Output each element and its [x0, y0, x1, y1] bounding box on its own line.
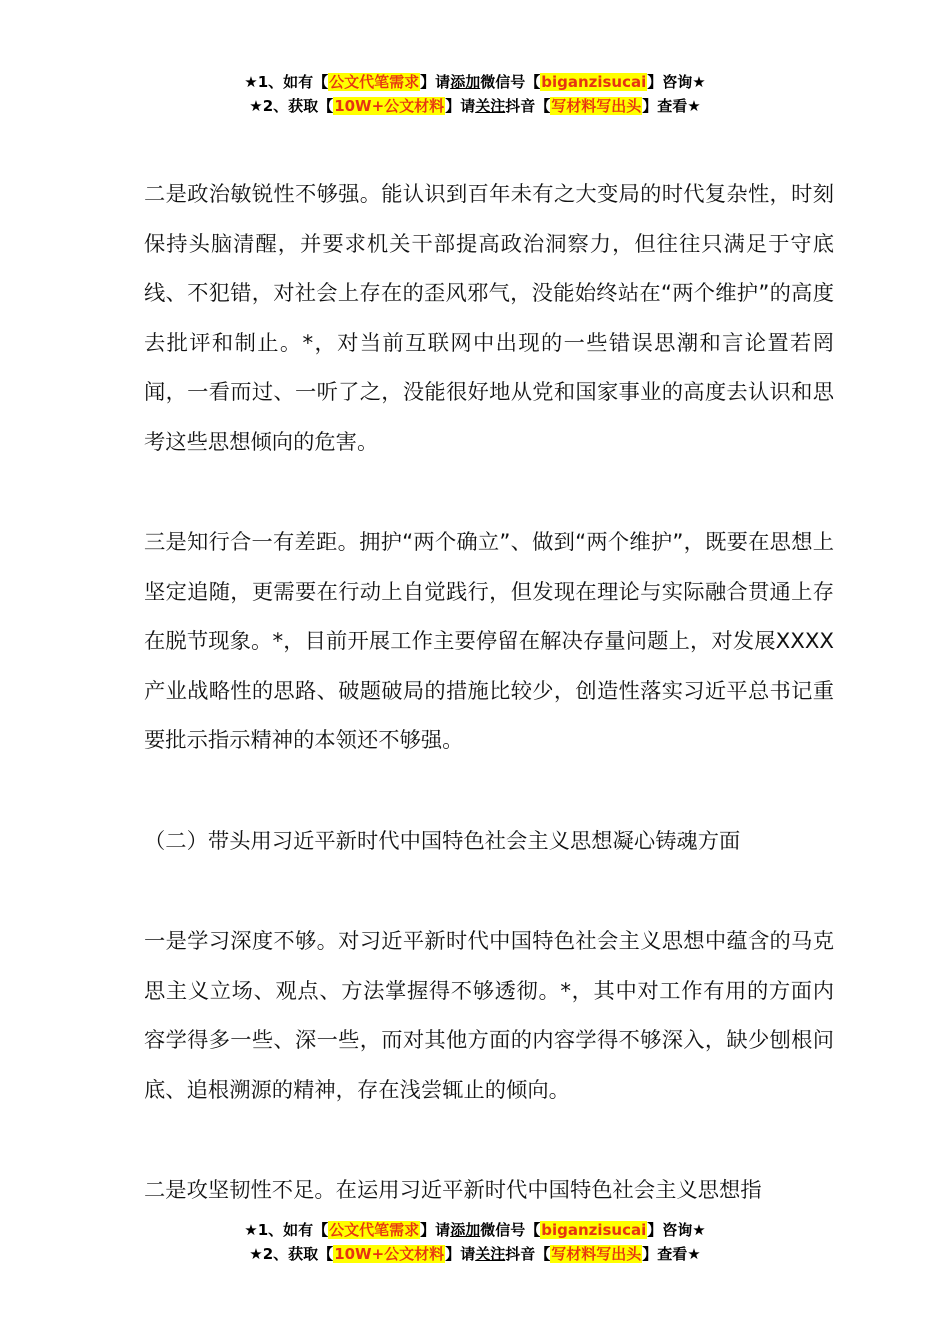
- banner-text: 】查看★: [642, 1245, 701, 1263]
- banner-text: 】咨询★: [647, 1221, 706, 1239]
- banner-text: ★2、获取【: [249, 1245, 334, 1263]
- banner-text: 】请: [420, 73, 451, 91]
- banner-line-1: [0, 1218, 950, 1242]
- footer-banner: [0, 1218, 950, 1266]
- banner-text: ★1、如有【: [244, 1221, 329, 1239]
- header-banner: [0, 70, 950, 118]
- highlight-wechat-id: biganzisucai: [541, 1221, 647, 1239]
- banner-text: 】查看★: [642, 97, 701, 115]
- highlight-service: 公文代笔需求: [329, 1221, 420, 1239]
- banner-text: ★1、如有【: [244, 73, 329, 91]
- banner-text: 】请: [420, 1221, 451, 1239]
- highlight-douyin: 写材料写出头: [551, 1245, 642, 1263]
- banner-text: 】请: [445, 1245, 476, 1263]
- section-heading: （二）带头用习近平新时代中国特色社会主义思想凝心铸魂方面: [144, 828, 741, 854]
- paragraph-tenacity: 二是攻坚韧性不足。在运用习近平新时代中国特色社会主义思想指: [144, 1178, 762, 1203]
- underlined-word: 关注: [475, 97, 506, 115]
- highlight-douyin: 写材料写出头: [551, 97, 642, 115]
- banner-line-2: [0, 94, 950, 118]
- banner-line-1: [0, 70, 950, 94]
- highlight-service: 公文代笔需求: [329, 73, 420, 91]
- banner-text: 】咨询★: [647, 73, 706, 91]
- highlight-materials: 10W+公文材料: [334, 97, 445, 115]
- banner-text: 微信号【: [480, 73, 541, 91]
- paragraph-study-depth: 一是学习深度不够。对习近平新时代中国特色社会主义思想中蕴含的马克思主义立场、观点、方法掌握得不够透彻。*，其中对工作有用的方面内容学得多一些、深一些，而对其他方面的内容学得不够深入，缺少刨根问底、追根溯源的精神，存在浅尝辄止的倾向。: [144, 929, 834, 1103]
- banner-text: 抖音【: [505, 1245, 551, 1263]
- highlight-materials: 10W+公文材料: [334, 1245, 445, 1263]
- banner-text: 微信号【: [480, 1221, 541, 1239]
- underlined-word: 添加: [450, 1221, 481, 1239]
- paragraph-knowledge-action: 三是知行合一有差距。拥护“两个确立”、做到“两个维护”，既要在思想上坚定追随，更需要在行动上自觉践行，但发现在理论与实际融合贯通上存在脱节现象。*，目前开展工作主要停留在解决存量问题上，对发展XXXX产业战略性的思路、破题破局的措施比较少，创造性落实习近平总书记重要批示指示精神的本领还不够强。: [144, 530, 834, 753]
- banner-line-2: [0, 1242, 950, 1266]
- document-body: [144, 170, 834, 1267]
- paragraph-political-sensitivity: 二是政治敏锐性不够强。能认识到百年未有之大变局的时代复杂性，时刻保持头脑清醒，并要求机关干部提高政治洞察力，但往往只满足于守底线、不犯错，对社会上存在的歪风邪气，没能始终站在“两个维护”的高度去批评和制止。*，对当前互联网中出现的一些错误思潮和言论置若罔闻，一看而过、一听了之，没能很好地从党和国家事业的高度去认识和思考这些思想倾向的危害。: [144, 182, 834, 455]
- banner-text: 抖音【: [505, 97, 551, 115]
- underlined-word: 关注: [475, 1245, 506, 1263]
- highlight-wechat-id: biganzisucai: [541, 73, 647, 91]
- underlined-word: 添加: [450, 73, 481, 91]
- banner-text: ★2、获取【: [249, 97, 334, 115]
- banner-text: 】请: [445, 97, 476, 115]
